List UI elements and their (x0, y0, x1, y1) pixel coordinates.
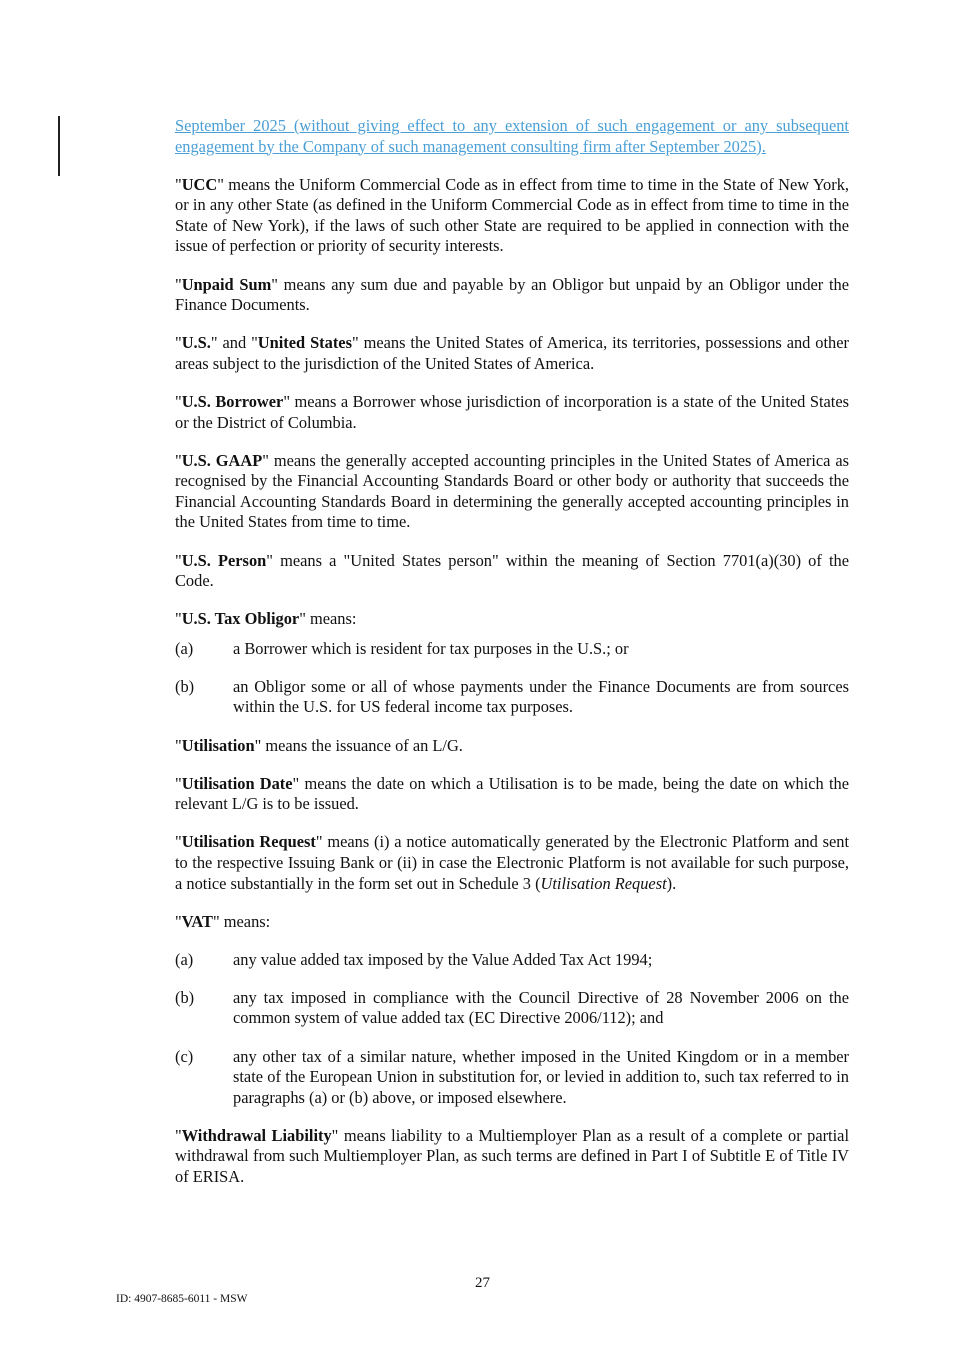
term-us-gaap: U.S. GAAP (181, 450, 263, 470)
definition-ucc: "UCC" means the Uniform Commercial Code as in effect from time to time in the State of New York, or in any other State (as defined in the Uniform Commercial Code as in effect from time to time in the State of New York), if the laws of such other State are required to be applied in connection with the issue of perfection or priority of security interests. (175, 174, 849, 256)
definition-us-gaap: "U.S. GAAP" means the generally accepted accounting principles in the United States of America as recognised by the Financial Accounting Standards Board or other body or authority that succeeds the Financial Accounting Standards Board in determining the generally accepted accounting principles in the United States from time to time. (175, 450, 849, 532)
document-body (175, 116, 849, 1205)
term-vat: VAT (181, 911, 213, 931)
definition-utilisation: "Utilisation" means the issuance of an L/G. (175, 735, 463, 755)
definition-unpaid-sum: "Unpaid Sum" means any sum due and payable by an Obligor but unpaid by an Obligor under the Finance Documents. (175, 274, 849, 315)
list-item: (c) any other tax of a similar nature, whether imposed in the United Kingdom or in a member state of the European Union in substitution for, or levied in addition to, such tax referred to in paragraphs (a) or (b) above, or imposed elsewhere. (175, 1046, 849, 1107)
term-utilisation-date: Utilisation Date (181, 773, 293, 793)
list-item: (a) a Borrower which is resident for tax purposes in the U.S.; or (175, 638, 629, 658)
term-utilisation: Utilisation (181, 735, 255, 755)
term-united-states: United States (257, 333, 352, 353)
definition-utilisation-request: "Utilisation Request" means (i) a notice automatically generated by the Electronic Platform and sent to the respective Issuing Bank or (ii) in case the Electronic Platform is not available for such purpose, a notice substantially in the form set out in Schedule 3 (Utilisation Request). (175, 832, 850, 893)
page-number: 27 (475, 1275, 490, 1291)
term-us-borrower: U.S. Borrower (181, 391, 284, 411)
change-bar (58, 116, 60, 176)
term-utilisation-request: Utilisation Request (181, 832, 316, 852)
term-ucc: UCC (181, 174, 218, 194)
term-us-person: U.S. Person (181, 550, 267, 570)
schedule-reference: Utilisation Request (540, 873, 667, 893)
list-item: (b) an Obligor some or all of whose payments under the Finance Documents are from sources within the U.S. for US federal income tax purposes. (175, 676, 849, 717)
list-item: (a) any value added tax imposed by the Value Added Tax Act 1994; (175, 949, 653, 969)
term-unpaid-sum: Unpaid Sum (181, 274, 272, 294)
definition-us: "U.S." and "United States" means the United States of America, its territories, possessions and other areas subject to the jurisdiction of the United States of America. (175, 333, 849, 373)
definition-utilisation-date: "Utilisation Date" means the date on which a Utilisation is to be made, being the date on which the relevant L/G is to be issued. (175, 773, 849, 814)
amended-text: September 2025 (without giving effect to any extension of such engagement or any subsequent engagement by the Company of such management consulting firm after September 2025). (175, 116, 849, 156)
term-us-tax-obligor: U.S. Tax Obligor (181, 609, 300, 629)
document-id: ID: 4907-8685-6011 - MSW (116, 1293, 248, 1305)
definition-vat: "VAT" means: (175, 911, 271, 931)
term-us: U.S. (181, 333, 211, 353)
definition-withdrawal-liability: "Withdrawal Liability" means liability to a Multiemployer Plan as a result of a complete or partial withdrawal from such Multiemployer Plan, as such terms are defined in Part I of Subtitle E of Title IV of ERISA. (175, 1125, 849, 1186)
term-withdrawal-liability: Withdrawal Liability (181, 1125, 332, 1145)
definition-us-tax-obligor: "U.S. Tax Obligor" means: (175, 609, 357, 629)
definition-us-person: "U.S. Person" means a "United States person" within the meaning of Section 7701(a)(30) of the Code. (175, 550, 850, 591)
definition-us-borrower: "U.S. Borrower" means a Borrower whose jurisdiction of incorporation is a state of the United States or the District of Columbia. (175, 391, 849, 432)
list-item: (b) any tax imposed in compliance with the Council Directive of 28 November 2006 on the common system of value added tax (EC Directive 2006/112); and (175, 987, 849, 1028)
